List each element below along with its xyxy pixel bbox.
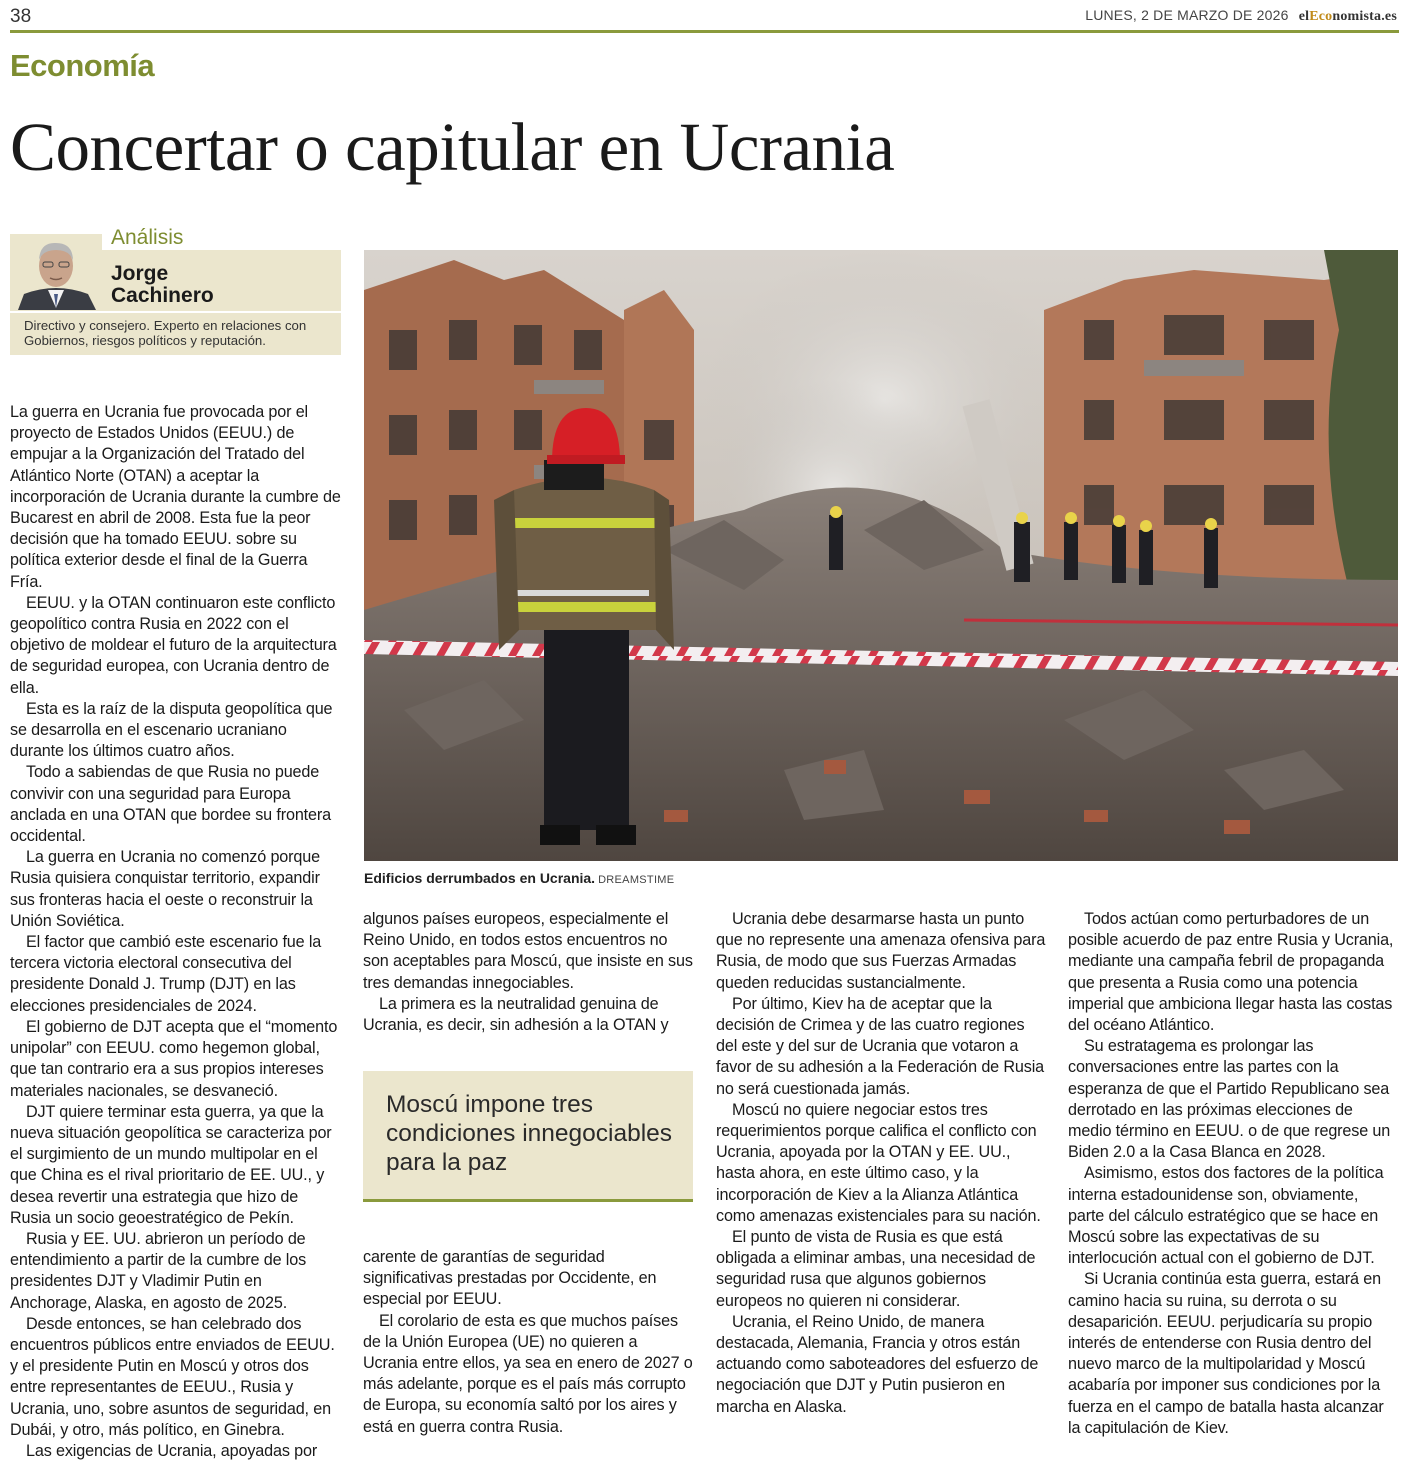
body-paragraph: Desde entonces, se han celebrado dos encuentros públicos entre enviados de EEUU. y el presidente Putin en Moscú y otros dos entre representantes de EEUU., Rusia y Ucrania, uno, sobre asuntos de seguridad, en Dubái, y otro, más político, en Ginebra. <box>10 1314 335 1439</box>
body-paragraph: EEUU. y la OTAN continuaron este conflicto geopolítico contra Rusia en 2022 con el objetivo de moldear el futuro de la arquitectura de seguridad europea, con Ucrania dentro de ella. <box>10 593 337 697</box>
body-column-4 <box>1068 909 1398 1439</box>
body-paragraph: Ucrania debe desarmarse hasta un punto que no represente una amenaza ofensiva para Rusia, de modo que sus Fuerzas Armadas queden reducidas sustancialmente. <box>716 910 1046 992</box>
author-avatar <box>10 234 102 310</box>
header-rule <box>10 30 1399 33</box>
body-paragraph: El gobierno de DJT acepta que el “momento unipolar” con EEUU. como hegemon global, que tan contrario era a sus propios intereses materiales nacionales, se desvaneció. <box>10 1017 338 1100</box>
body-paragraph: La guerra en Ucrania fue provocada por el proyecto de Estados Unidos (EEUU.) de empujar a la Organización del Tratado del Atlántico Norte (OTAN) a aceptar la incorporación de Ucrania durante la cumbre de Bucarest en abril de 2008. Esta fue la peor decisión que ha tomado EEUU. sobre su política exterior desde el final de la Guerra Fría. <box>10 403 341 591</box>
body-column-2-top <box>363 909 693 1036</box>
body-column-2-bottom <box>363 1247 693 1438</box>
author-box-divider <box>10 311 341 313</box>
body-paragraph: carente de garantías de seguridad significativas prestadas por Occidente, en especial por EEUU. <box>363 1248 657 1309</box>
body-paragraph: algunos países europeos, especialmente el Reino Unido, en todos estos encuentros no son aceptables para Moscú, que insiste en sus tres demandas innegociables. <box>363 910 693 992</box>
body-paragraph: Si Ucrania continúa esta guerra, estará en camino hacia su ruina, su derrota o su desaparición. EEUU. perjudicaría su propio interés de entenderse con Rusia dentro del nuevo marco de la multipolaridad y Moscú acabaría por imponer sus condiciones por la fuerza en el campo de batalla hasta alcanzar la capitulación de Kiev. <box>1068 1270 1384 1437</box>
body-paragraph: Rusia y EE. UU. abrieron un período de entendimiento a partir de la cumbre de los presidentes DJT y Vladimir Putin en Anchorage, Alaska, en agosto de 2025. <box>10 1229 307 1312</box>
photo-credit: DREAMSTIME <box>598 874 675 886</box>
author-name: Jorge Cachinero <box>111 262 214 307</box>
pullquote: Moscú impone tres condiciones innegociables para la paz <box>386 1091 673 1176</box>
issue-date: LUNES, 2 DE MARZO DE 2026 <box>1085 7 1289 23</box>
body-paragraph: El factor que cambió este escenario fue la tercera victoria electoral consecutiva del presidente Donald J. Trump (DJT) en las elecciones presidenciales de 2024. <box>10 933 322 1015</box>
body-paragraph: Todo a sabiendas de que Rusia no puede convivir con una seguridad para Europa anclada en una OTAN que bordee su frontera occidental. <box>10 763 331 846</box>
masthead-logo: elEconomista.es <box>1298 9 1397 24</box>
body-paragraph: Moscú no quiere negociar estos tres requerimientos porque califica el conflicto con Ucrania, apoyada por la OTAN y EE. UU., hasta ahora, en este último caso, y la incorporación de Kiev a la Alianza Atlántica como amenazas existenciales para su nación. <box>716 1100 1041 1225</box>
body-column-1 <box>10 402 341 1462</box>
headline: Concertar o capitular en Ucrania <box>10 109 895 185</box>
dateline <box>1085 7 1397 25</box>
author-bio: Directivo y consejero. Experto en relaciones con Gobiernos, riesgos políticos y reputación. <box>24 318 307 348</box>
body-paragraph: Por último, Kiev ha de aceptar que la decisión de Crimea y de las cuatro regiones del este y del sur de Ucrania que votaron a favor de su adhesión a la Federación de Rusia no será cuestionada jamás. <box>716 994 1045 1098</box>
page-number: 38 <box>10 6 32 27</box>
pullquote-rule <box>363 1199 693 1202</box>
body-column-3 <box>716 909 1046 1418</box>
body-paragraph: DJT quiere terminar esta guerra, ya que la nueva situación geopolítica se caracteriza por el surgimiento de un mundo multipolar en el que China es el rival prioritario de EE. UU., y desea revertir una estrategia que hizo de Rusia un socio geoestratégico de Pekín. <box>10 1102 332 1227</box>
body-paragraph: Su estratagema es prolongar las conversaciones entre las partes con la esperanza de que el Partido Republicano sea derrotado en las próximas elecciones de medio término en EEUU. o de que regrese un Biden 2.0 a la Casa Blanca en 2028. <box>1068 1037 1391 1162</box>
body-paragraph: La guerra en Ucrania no comenzó porque Rusia quisiera conquistar territorio, expandir sus fronteras hacia el oeste o reconstruir la Unión Soviética. <box>10 848 320 930</box>
body-paragraph: El punto de vista de Rusia es que está obligada a eliminar ambas, una necesidad de seguridad rusa que algunos gobiernos europeos no quieren ni considerar. <box>716 1228 1036 1310</box>
article-photo <box>364 250 1398 861</box>
article-type-label: Análisis <box>111 226 184 249</box>
body-paragraph: Todos actúan como perturbadores de un posible acuerdo de paz entre Rusia y Ucrania, mediante una campaña febril de propaganda que presenta a Rusia como una potencia imperial que ambiciona llegar hasta las costas del océano Atlántico. <box>1068 910 1394 1035</box>
body-paragraph: Las exigencias de Ucrania, apoyadas por <box>26 1441 318 1460</box>
body-paragraph: La primera es la neutralidad genuina de Ucrania, es decir, sin adhesión a la OTAN y <box>363 994 669 1035</box>
section-title: Economía <box>10 48 155 83</box>
body-paragraph: Esta es la raíz de la disputa geopolítica que se desarrolla en el escenario ucraniano durante los últimos cuatro años. <box>10 699 333 761</box>
photo-caption: Edificios derrumbados en Ucrania. DREAMSTIME <box>364 870 675 886</box>
body-paragraph: Ucrania, el Reino Unido, de manera destacada, Alemania, Francia y otros están actuando como saboteadores del esfuerzo de negociación que DJT y Putin pusieron en marcha en Alaska. <box>716 1312 1039 1416</box>
body-paragraph: El corolario de esta es que muchos países de la Unión Europea (UE) no quieren a Ucrania entre ellos, ya sea en enero de 2027 o más adelante, porque es el país más corrupto de Europa, su economía saltó por los aires y está en guerra contra Rusia. <box>363 1311 693 1436</box>
body-paragraph: Asimismo, estos dos factores de la política interna estadounidense son, obviamente, parte del cálculo estratégico que se hace en Moscú sobre las expectativas de su interlocución actual con el gobierno de DJT. <box>1068 1164 1384 1268</box>
